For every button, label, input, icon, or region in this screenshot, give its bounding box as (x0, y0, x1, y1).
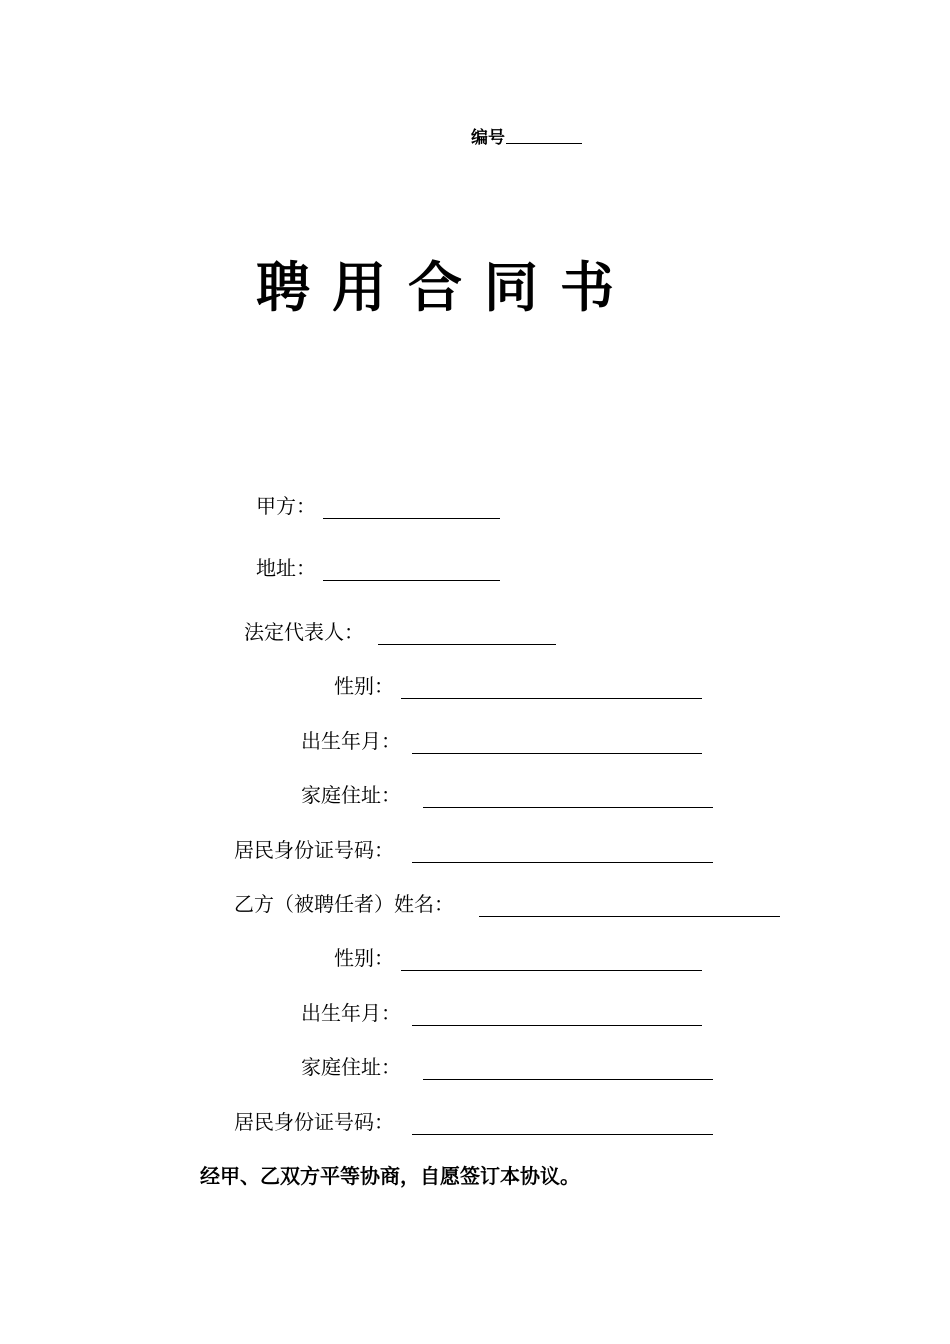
document-number-label: 编号 (471, 128, 505, 148)
party-a-home-address-blank[interactable] (423, 807, 713, 808)
party-a-gender-field (334, 671, 706, 701)
party-a-name-blank[interactable] (323, 518, 500, 519)
party-a-address-label: 地址： (256, 556, 316, 580)
party-a-birth-label: 出生年月： (301, 729, 401, 753)
document-title: 聘用合同书 (256, 256, 636, 319)
party-b-home-address-field (301, 1052, 717, 1082)
party-a-birth-field (301, 726, 706, 756)
party-b-birth-blank[interactable] (412, 1025, 702, 1026)
party-a-legal-rep-field (244, 617, 564, 647)
party-b-id-number-label: 居民身份证号码： (234, 1110, 394, 1134)
party-b-gender-field (334, 943, 706, 973)
document-number (471, 126, 582, 150)
party-a-home-address-label: 家庭住址： (301, 783, 401, 807)
party-b-id-number-blank[interactable] (412, 1134, 713, 1135)
party-b-birth-field (301, 998, 706, 1028)
party-a-name-field (256, 491, 506, 521)
party-a-gender-blank[interactable] (401, 698, 702, 699)
party-a-id-number-label: 居民身份证号码： (234, 838, 394, 862)
party-a-id-number-field (234, 835, 717, 865)
party-a-legal-rep-label: 法定代表人： (244, 620, 364, 644)
party-b-gender-label: 性别： (334, 946, 394, 970)
party-b-name-field (234, 889, 784, 919)
agreement-statement: 经甲、乙双方平等协商，自愿签订本协议。 (200, 1164, 580, 1188)
party-b-gender-blank[interactable] (401, 970, 702, 971)
party-b-name-blank[interactable] (479, 916, 780, 917)
party-a-name-label: 甲方： (256, 494, 316, 518)
party-a-home-address-field (301, 780, 717, 810)
party-a-address-field (256, 553, 506, 583)
party-a-legal-rep-blank[interactable] (378, 644, 556, 645)
party-b-home-address-blank[interactable] (423, 1079, 713, 1080)
party-a-gender-label: 性别： (334, 674, 394, 698)
party-b-home-address-label: 家庭住址： (301, 1055, 401, 1079)
party-b-name-label: 乙方（被聘任者）姓名： (234, 892, 454, 916)
document-number-blank[interactable] (506, 126, 582, 144)
party-b-birth-label: 出生年月： (301, 1001, 401, 1025)
party-a-id-number-blank[interactable] (412, 862, 713, 863)
party-a-address-blank[interactable] (323, 580, 500, 581)
party-b-id-number-field (234, 1107, 717, 1137)
party-a-birth-blank[interactable] (412, 753, 702, 754)
